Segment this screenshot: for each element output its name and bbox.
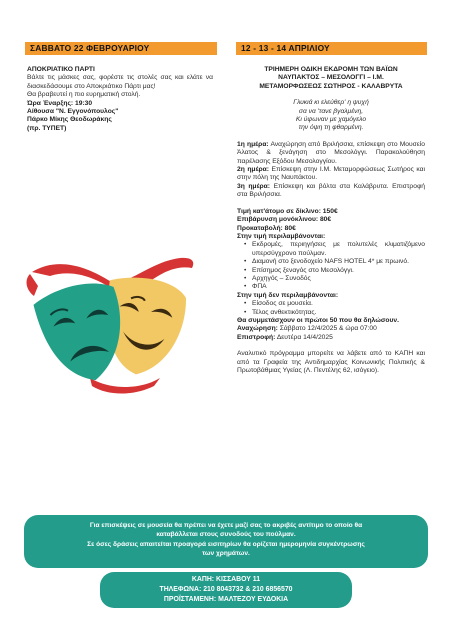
poem-line-1: Γλυκιά κι ελεύθερ' η ψυχή	[293, 99, 369, 107]
deposit: Προκαταβολή: 80€	[237, 224, 296, 232]
return	[237, 334, 425, 342]
day-1-description: Αναχώρηση από Βριλήσσια, επίσκεψη στο Μουσείο Άλατος & ξενάγηση στο Μεσολόγγι. Παρακολούθηση παρέλασης Εξόδου Μεσολογγίου.	[237, 140, 425, 165]
includes-item: • Αρχηγός – Συνοδός	[244, 275, 425, 283]
includes-item: • ΦΠΑ	[244, 283, 425, 291]
notice-line-1: Για επισκέψεις σε μουσεία θα πρέπει να έχετε μαζί σας το ακριβές αντίτιμο το οποίο θα	[89, 522, 363, 529]
ribbon-tail-left	[27, 274, 38, 296]
first-50-note: Θα συμμετάσχουν οι πρώτοι 50 που θα δηλώσουν.	[237, 316, 399, 324]
costume-award: Θα βραβευτεί η πιο ευρηματική στολή.	[27, 91, 141, 99]
notice-line-2: καταβάλλεται στους συνοδούς του πούλμαν.	[156, 531, 296, 539]
departure	[237, 325, 425, 333]
poem-line-3: Κι ύψωναν με χαμόγελο	[295, 116, 367, 124]
theatre-masks-illustration	[20, 250, 220, 400]
day-3-label: 3η ημέρα:	[237, 182, 271, 190]
left-date-header: ΣΑΒΒΑΤΟ 22 ΦΕΒΡΟΥΑΡΙΟΥ	[25, 42, 217, 55]
excludes-list	[237, 300, 425, 317]
price-double: Τιμή κατ'άτομο σε δίκλινο: 150€	[237, 207, 338, 215]
program-note: Αναλυτικό πρόγραμμα μπορείτε να λάβετε από το ΚΑΠΗ και από τα Γραφεία της Αντιδημαρχίας Κοινωνικής Πολιτικής & Πρωτοβάθμιας Υγείας (Λ. Πεντέλης 62, ισόγειο).	[237, 350, 425, 374]
day-1-label: 1η ημέρα:	[237, 140, 269, 148]
notice-line-4: των χρημάτων.	[202, 550, 250, 558]
party-intro: Βάλτε τις μάσκες σας, φορέστε τις στολές σας και ελάτε να διασκεδάσουμε στο Αποκριάτικο Πάρτι μας!	[27, 74, 213, 90]
poem-line-2: σα να 'τανε βγαλμένη,	[298, 107, 364, 115]
contact-address: ΚΑΠΗ: ΚΙΣΣΑΒΟΥ 11	[191, 576, 261, 583]
start-time: Ώρα Έναρξης: 19:30	[27, 99, 93, 107]
day-3-description: Επίσκεψη και βόλτα στα Καλάβρυτα. Επιστροφή στα Βριλήσσια.	[237, 182, 425, 199]
trip-title-line-3: ΜΕΤΑΜΟΡΦΩΣΕΩΣ ΣΩΤΗΡΟΣ - ΚΑΛΑΒΡΥΤΑ	[259, 82, 403, 90]
trip-section	[237, 62, 425, 375]
price-single: Επιβάρυνση μονόκλινου: 80€	[237, 216, 332, 224]
trip-title-line-2: ΝΑΥΠΑΚΤΟΣ – ΜΕΣΟΛΟΓΓΙ – Ι.Μ.	[278, 74, 384, 82]
party-section	[27, 62, 213, 133]
notice-line-3: Σε όσες δράσεις απαιτείται προαγορά εισιτηρίων θα ορίζεται ημερομηνία συγκέντρωσης	[87, 540, 365, 548]
museum-notice-box	[24, 515, 428, 568]
return-text: Δευτέρα 14/4/2025	[275, 333, 333, 341]
day-1-text	[237, 141, 425, 166]
excludes-item: • Είσοδος σε μουσεία.	[244, 300, 425, 308]
contact-box	[100, 572, 352, 608]
includes-item: • Εκδρομές, περιηγήσεις με πολυτελές κλιματιζόμενο υπερσύγχρονο πούλμαν.	[244, 241, 425, 258]
day-2-description: Επίσκεψη στην Ι.Μ. Μεταμορφώσεως Σωτήρος και στην πόλη της Ναυπάκτου.	[237, 166, 425, 182]
day-2-label: 2η ημέρα:	[237, 166, 269, 174]
contact-phones: ΤΗΛΕΦΩΝΑ: 210 8043732 & 210 6856570	[159, 585, 293, 593]
includes-title: Στην τιμή περιλαμβάνονται:	[237, 232, 326, 240]
party-title: ΑΠΟΚΡΙΑΤΙΚΟ ΠΑΡΤΙ	[27, 66, 95, 73]
day-3-text	[237, 183, 425, 200]
departure-label: Αναχώρηση:	[237, 325, 278, 333]
day-2-text	[237, 166, 425, 183]
includes-list	[237, 241, 425, 291]
includes-item: • Διαμονή στο ξενοδοχείο NAFS HOTEL 4* με πρωινό.	[244, 258, 425, 266]
includes-item: • Επίσημος ξεναγός στο Μεσολόγγι.	[244, 267, 425, 275]
contact-head: ΠΡΟΪΣΤΑΜΕΝΗ: ΜΑΛΤΕΖΟΥ ΕΥΔΟΚΙΑ	[163, 595, 289, 603]
departure-text: Σάββατο 12/4/2025 & ώρα 07:00	[277, 325, 377, 333]
ribbon-tail-bottom	[90, 378, 160, 394]
park-name: Πάρκο Μίκης Θεοδωράκης	[27, 116, 112, 124]
excludes-item: • Τέλος ανθεκτικότητας.	[244, 309, 425, 317]
return-label: Επιστροφή:	[237, 333, 276, 341]
trip-title-line-1: ΤΡΙΗΜΕΡΗ ΟΔΙΚΗ ΕΚΔΡΟΜΗ ΤΩΝ ΒΑΪΩΝ	[264, 66, 398, 73]
poem-line-4: την όψη τη φθαρμένη.	[298, 124, 364, 132]
park-note: (πρ. ΤΥΠΕΤ)	[27, 124, 67, 132]
right-date-header: 12 - 13 - 14 ΑΠΡΙΛΙΟΥ	[236, 42, 427, 55]
excludes-title: Στην τιμή δεν περιλαμβάνονται:	[237, 291, 339, 299]
hall-name: Αίθουσα "Ν. Εγγονόπουλος"	[27, 108, 119, 116]
